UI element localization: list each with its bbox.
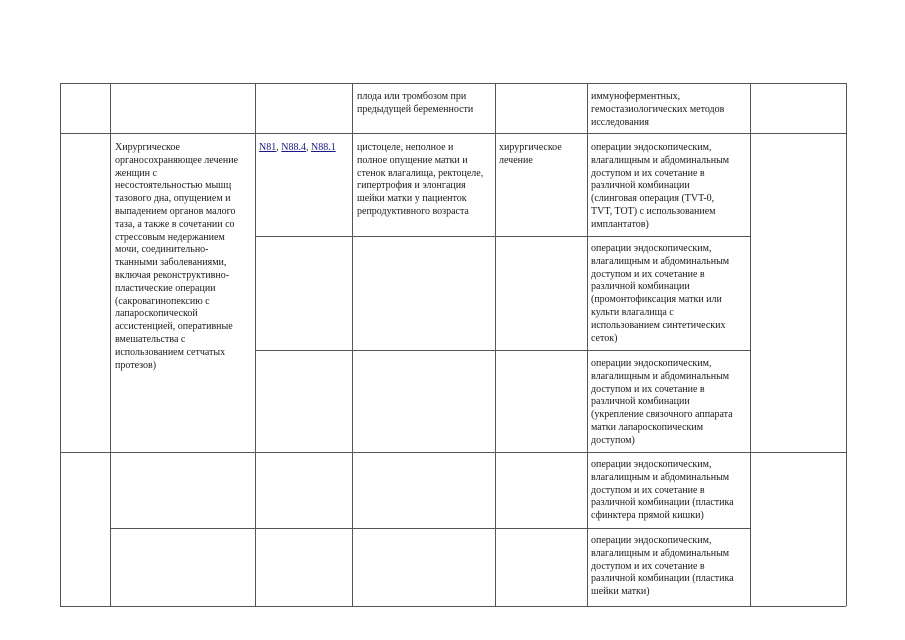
text-line: культи влагалища с [591,306,674,318]
text-line: (слинговая операция (TVT-0, [591,193,715,205]
text-line: репродуктивного возраста [357,205,469,217]
text-line: доступом) [591,434,635,446]
col-divider-3 [352,83,353,606]
text-line: различной комбинации [591,180,690,192]
text-line: операции эндоскопическим, [591,243,712,254]
text-line: полное опущение матки и [357,154,468,166]
table-border-bottom [60,606,846,607]
text-line: различной комбинации [591,396,690,408]
text-line: влагалищным и абдоминальным [591,255,730,267]
text-line: цистоцеле, неполное и [357,142,454,153]
text-line: доступом и их сочетание в [591,268,705,280]
text-line: исследования [591,116,649,128]
method-divider-a [587,236,750,237]
subrow-divider-a [255,236,587,237]
text-line: женщин с [115,167,157,179]
text-line: использованием синтетических [591,319,726,331]
text-line: выпадением органов малого [115,205,236,217]
text-line: влагалищным и абдоминальным [591,471,730,483]
table-border-top [60,83,846,84]
text-line: матки лапароскопическим [591,421,704,433]
row-divider-2 [60,452,846,453]
row2-treatment-type-cell [499,142,562,168]
text-line: Хирургическое [115,142,180,153]
text-line: доступом и их сочетание в [591,167,705,179]
text-line: сеток) [591,332,618,344]
text-line: стрессовым недержанием [115,231,225,243]
text-line: лечение [499,154,533,166]
text-line: влагалищным и абдоминальным [591,370,730,382]
text-line: пластические операции [115,282,216,294]
text-line: доступом и их сочетание в [591,484,705,496]
text-line: плода или тромбозом при [357,91,467,102]
text-line: шейки матки у пациенток [357,193,467,205]
icd-code-link[interactable]: N88.4 [281,142,306,153]
col-divider-4 [495,83,496,606]
text-line: мочи, соединительно- [115,244,209,256]
row2-patient-model-cell [357,142,483,219]
text-line: тканными заболеваниями, [115,257,227,269]
text-line: протезов) [115,359,157,371]
col-divider-5 [587,83,588,606]
method-divider-b [587,350,750,351]
table-border-left [60,83,61,606]
text-line: гемостазиологических методов [591,103,725,115]
text-line: различной комбинации (пластика [591,573,734,585]
text-line: операции эндоскопическим, [591,535,712,546]
text-line: иммуноферментных, [591,91,681,102]
text-line: лапароскопической [115,308,198,320]
code-separator: , [276,142,282,153]
code-separator: , [305,142,311,153]
row2-method-cell-3 [591,358,733,448]
text-line: гипертрофия и элонгация [357,180,466,192]
icd-code-link[interactable]: N88.1 [310,142,336,153]
row2-codes-cell [259,142,336,155]
text-line: операции эндоскопическим, [591,459,712,470]
text-line: доступом и их сочетание в [591,560,705,572]
row2-method-cell-2 [591,243,729,345]
text-line: включая реконструктивно- [115,269,230,281]
text-line: несостоятельностью мышц [115,180,232,192]
col-divider-6 [750,83,751,606]
text-line: влагалищным и абдоминальным [591,154,730,166]
text-line: операции эндоскопическим, [591,358,712,369]
text-line: TVT, TOT) с использованием [591,205,716,217]
text-line: имплантатов) [591,218,649,230]
col-divider-2 [255,83,256,606]
text-line: шейки матки) [591,586,650,598]
text-line: операции эндоскопическим, [591,142,712,153]
subrow-divider-b [255,350,587,351]
row-divider-1 [60,133,846,134]
text-line: тазового дна, опущением и [115,193,231,205]
text-line: таза, а также в сочетании со [115,218,235,230]
text-line: использованием сетчатых [115,346,226,358]
text-line: (сакровагинопексию с [115,295,210,307]
row3-method-cell-1 [591,459,734,523]
row3-method-cell-2 [591,535,734,599]
text-line: влагалищным и абдоминальным [591,547,730,559]
icd-code-link[interactable]: N81 [259,142,277,153]
text-line: ассистенцией, оперативные [115,321,233,333]
text-line: предыдущей беременности [357,103,474,115]
text-line: стенок влагалища, ректоцеле, [357,167,484,179]
text-line: хирургическое [499,142,562,153]
col-divider-1 [110,83,111,606]
subrow-divider-c [110,528,750,529]
text-line: различной комбинации (пластика [591,497,734,509]
text-line: сфинктера прямой кишки) [591,510,704,522]
text-line: (укрепление связочного аппарата [591,409,733,421]
text-line: различной комбинации [591,281,690,293]
row2-name-cell [115,142,238,372]
text-line: органосохраняющее лечение [115,154,239,166]
row1-patient-model-cell [357,91,473,117]
text-line: вмешательства с [115,333,186,345]
table-border-right [846,83,847,606]
row1-method-cell [591,91,724,129]
text-line: доступом и их сочетание в [591,383,705,395]
row2-method-cell-1 [591,142,729,232]
text-line: (промонтофиксация матки или [591,294,722,306]
